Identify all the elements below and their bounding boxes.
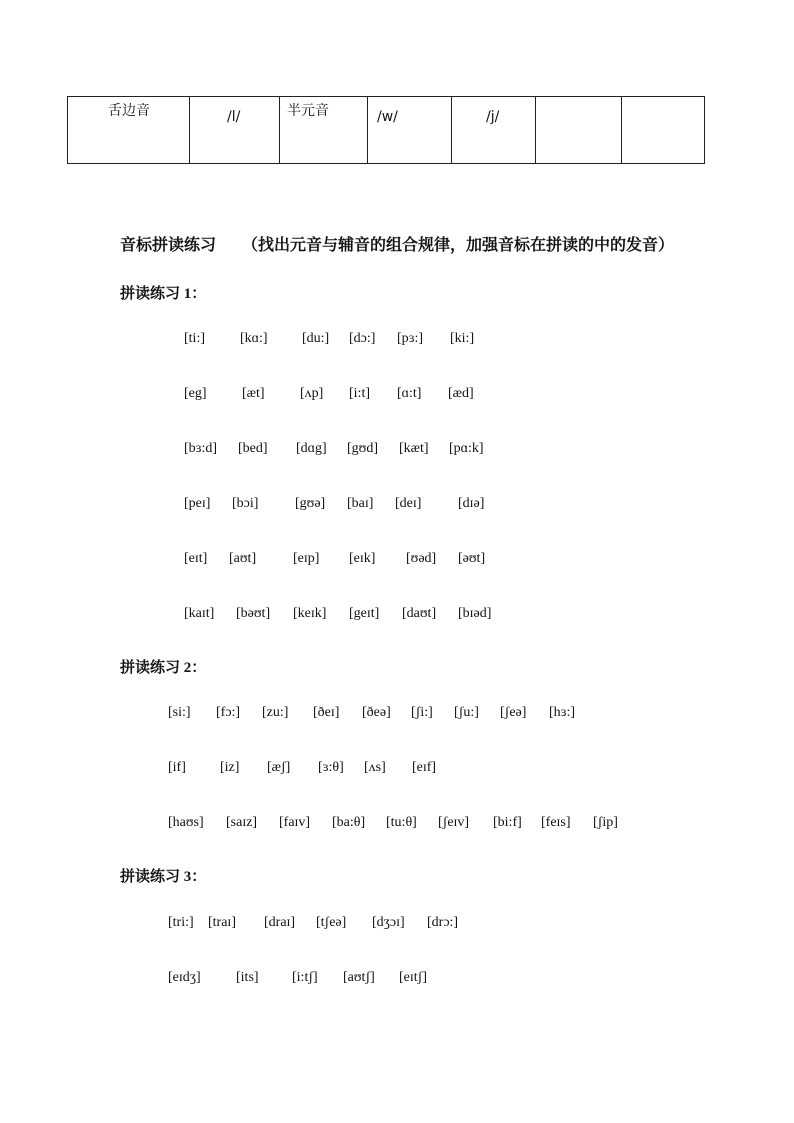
table-cell-text: 半元音 bbox=[287, 104, 329, 119]
phonetic-item: [keɪk] bbox=[293, 606, 327, 621]
phonetic-item: [geɪt] bbox=[349, 606, 380, 621]
phonetic-item: [ʃi:] bbox=[411, 705, 433, 720]
consonant-table bbox=[67, 96, 705, 164]
phonetic-item: [gʊə] bbox=[295, 496, 326, 511]
phonetic-item: [kɑ:] bbox=[240, 331, 268, 346]
phonetic-item: [i:t] bbox=[349, 386, 370, 401]
phonetic-item: [ʃeɪv] bbox=[438, 815, 470, 830]
phonetic-item: [feɪs] bbox=[541, 815, 571, 830]
phonetic-item: [dɪə] bbox=[458, 496, 485, 511]
phonetic-item: [baɪ] bbox=[347, 496, 374, 511]
table-cell bbox=[451, 97, 536, 163]
phonetic-item: [aʊtʃ] bbox=[343, 970, 375, 985]
phonetic-item: [peɪ] bbox=[184, 496, 211, 511]
phonetic-item: [iz] bbox=[220, 760, 240, 775]
phonetic-item: [ɜ:θ] bbox=[318, 760, 344, 775]
phonetic-item: [bɔi] bbox=[232, 496, 259, 511]
phonetic-item: [aʊt] bbox=[229, 551, 257, 566]
phonetic-item: [gʊd] bbox=[347, 441, 379, 456]
phonetic-item: [drɔ:] bbox=[427, 915, 459, 930]
phonetic-item: [æd] bbox=[448, 386, 474, 401]
table-cell-text: /w/ bbox=[377, 109, 398, 125]
phonetic-item: [haʊs] bbox=[168, 815, 204, 830]
phonetic-item: [eɪtʃ] bbox=[399, 970, 427, 985]
phonetic-item: [i:tʃ] bbox=[292, 970, 318, 985]
section-title-text: 音标拼读练习 bbox=[120, 237, 217, 254]
table-cell bbox=[279, 97, 368, 163]
phonetic-item: [eɪk] bbox=[349, 551, 376, 566]
phonetic-item: [fɔ:] bbox=[216, 705, 241, 720]
phonetic-item: [ʃeə] bbox=[500, 705, 527, 720]
phonetic-item: [kaɪt] bbox=[184, 606, 215, 621]
phonetic-item: [əʊt] bbox=[458, 551, 486, 566]
phonetic-item: [ɑ:t] bbox=[397, 386, 422, 401]
phonetic-item: [hɜ:] bbox=[549, 705, 576, 720]
table-cell bbox=[621, 97, 707, 163]
phonetic-item: [eɪf] bbox=[412, 760, 437, 775]
phonetic-item: [ʃu:] bbox=[454, 705, 479, 720]
phonetic-item: [draɪ] bbox=[264, 915, 296, 930]
phonetic-item: [bi:f] bbox=[493, 815, 522, 830]
phonetic-item: [if] bbox=[168, 760, 186, 775]
phonetic-item: [bɜ:d] bbox=[184, 441, 218, 456]
phonetic-item: [faɪv] bbox=[279, 815, 311, 830]
phonetic-item: [ba:θ] bbox=[332, 815, 366, 830]
table-cell bbox=[367, 97, 452, 163]
table-cell-text: 舌边音 bbox=[108, 104, 150, 119]
phonetic-item: [pɑ:k] bbox=[449, 441, 484, 456]
table-cell bbox=[68, 97, 189, 163]
phonetic-item: [bed] bbox=[238, 441, 268, 456]
phonetic-item: [pɜ:] bbox=[397, 331, 424, 346]
phonetic-item: [eg] bbox=[184, 386, 207, 401]
phonetic-item: [deɪ] bbox=[395, 496, 422, 511]
phonetic-item: [eɪt] bbox=[184, 551, 208, 566]
phonetic-item: [du:] bbox=[302, 331, 330, 346]
phonetic-item: [dɑg] bbox=[296, 441, 327, 456]
section-title bbox=[120, 232, 674, 255]
phonetic-item: [tri:] bbox=[168, 915, 194, 930]
phonetic-item: [daʊt] bbox=[402, 606, 437, 621]
phonetic-item: [eɪdʒ] bbox=[168, 970, 201, 985]
phonetic-item: [æʃ] bbox=[267, 760, 291, 775]
table-cell bbox=[189, 97, 280, 163]
phonetic-item: [si:] bbox=[168, 705, 191, 720]
phonetic-item: [ti:] bbox=[184, 331, 205, 346]
phonetic-item: [ðeɪ] bbox=[313, 705, 340, 720]
phonetic-item: [ʌs] bbox=[364, 760, 386, 775]
exercise-heading: 拼读练习 1： bbox=[120, 286, 207, 302]
phonetic-item: [kæt] bbox=[399, 441, 429, 456]
exercise-heading: 拼读练习 2： bbox=[120, 660, 207, 676]
exercise-heading: 拼读练习 3： bbox=[120, 869, 207, 885]
table-cell-text: /j/ bbox=[486, 109, 500, 125]
table-cell bbox=[535, 97, 622, 163]
phonetic-item: [eɪp] bbox=[293, 551, 320, 566]
phonetic-item: [tʃeə] bbox=[316, 915, 347, 930]
phonetic-item: [dʒɔɪ] bbox=[372, 915, 405, 930]
phonetic-item: [traɪ] bbox=[208, 915, 236, 930]
phonetic-item: [ʌp] bbox=[300, 386, 324, 401]
phonetic-item: [ʃip] bbox=[593, 815, 618, 830]
table-cell-text: /l/ bbox=[227, 109, 241, 125]
phonetic-item: [its] bbox=[236, 970, 259, 985]
phonetic-item: [ðeə] bbox=[362, 705, 391, 720]
phonetic-item: [ki:] bbox=[450, 331, 475, 346]
phonetic-item: [saɪz] bbox=[226, 815, 258, 830]
phonetic-item: [dɔ:] bbox=[349, 331, 376, 346]
section-note: （找出元音与辅音的组合规律，加强音标在拼读的中的发音） bbox=[242, 237, 675, 254]
phonetic-item: [ʊəd] bbox=[406, 551, 437, 566]
phonetic-item: [bəʊt] bbox=[236, 606, 271, 621]
phonetic-item: [bɪəd] bbox=[458, 606, 492, 621]
phonetic-item: [æt] bbox=[242, 386, 265, 401]
phonetic-item: [tu:θ] bbox=[386, 815, 417, 830]
phonetic-item: [zu:] bbox=[262, 705, 289, 720]
